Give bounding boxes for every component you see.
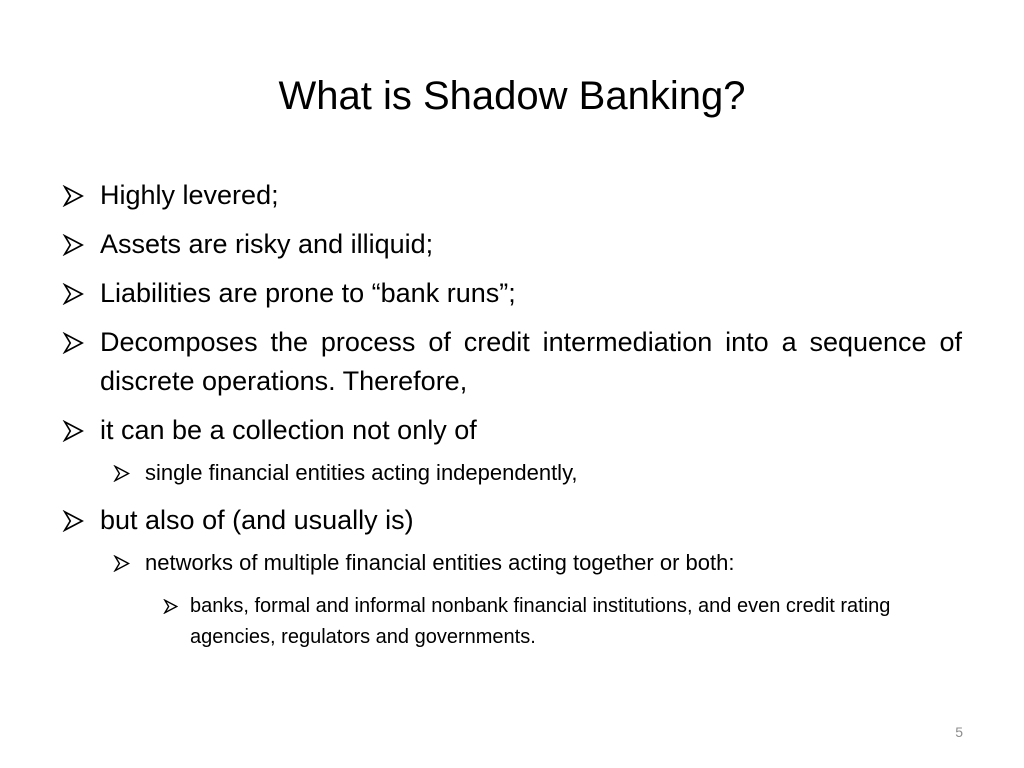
bullet-list (62, 176, 962, 653)
bullet-item (62, 274, 962, 313)
bullet-text: Decomposes the process of credit intermediation into a sequence of discrete operations. Therefore, (100, 327, 962, 396)
arrow-bullet-icon (113, 458, 145, 488)
arrow-bullet-icon (113, 548, 145, 578)
sub-bullet-text: single financial entities acting independently, (145, 460, 578, 485)
arrow-bullet-icon (62, 323, 100, 362)
arrow-bullet-icon (62, 274, 100, 313)
bullet-text: Highly levered; (100, 180, 279, 210)
bullet-text: Liabilities are prone to “bank runs”; (100, 278, 516, 308)
sub-bullet-text: networks of multiple financial entities acting together or both: (145, 550, 735, 575)
bullet-text: it can be a collection not only of (100, 415, 477, 445)
bullet-text: Assets are risky and illiquid; (100, 229, 434, 259)
bullet-text: but also of (and usually is) (100, 505, 414, 535)
bullet-item (62, 176, 962, 215)
arrow-bullet-icon (62, 176, 100, 215)
slide-title: What is Shadow Banking? (278, 74, 746, 118)
arrow-bullet-icon (62, 411, 100, 450)
arrow-bullet-icon (62, 501, 100, 540)
page-number: 5 (955, 724, 963, 740)
bullet-item (62, 501, 962, 540)
bullet-item (62, 225, 962, 264)
sub-sub-bullet-text: banks, formal and informal nonbank financial institutions, and even credit rating agencies, regulators and governments. (190, 595, 891, 648)
bullet-item (62, 323, 962, 401)
bullet-item (62, 411, 962, 450)
sub-sub-bullet-item (163, 591, 962, 653)
sub-bullet-item (113, 548, 962, 578)
arrow-bullet-icon (163, 591, 190, 622)
arrow-bullet-icon (62, 225, 100, 264)
sub-bullet-item (113, 458, 962, 488)
